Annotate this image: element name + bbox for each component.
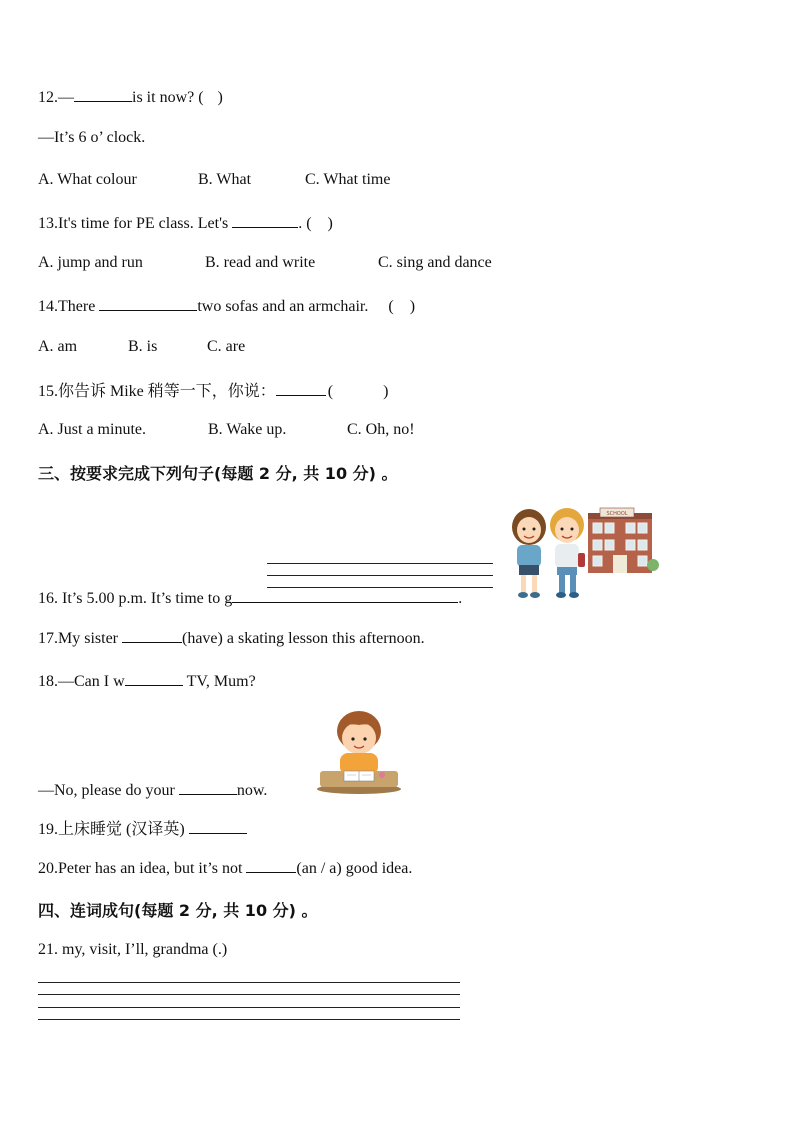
q15-option-a[interactable]: A. Just a minute. <box>38 421 146 438</box>
q21-writing-line[interactable] <box>38 1019 460 1020</box>
kids-school-illustration <box>505 503 660 603</box>
q17-stem: 17.My sister (have) a skating lesson this afternoon. <box>38 630 425 647</box>
section-3-title: 三、按要求完成下列句子(每题 2 分, 共 10 分) 。 <box>38 464 398 483</box>
q13-option-a[interactable]: A. jump and run <box>38 254 143 271</box>
q15-stem: 15.你告诉 Mike 稍等一下，你说： ( ) <box>38 383 389 400</box>
q14-option-c[interactable]: C. are <box>207 338 246 355</box>
q12-option-c[interactable]: C. What time <box>305 171 391 188</box>
section-4-title: 四、连词成句(每题 2 分, 共 10 分) 。 <box>38 901 318 920</box>
q21-stem: 21. my, visit, I’ll, grandma (.) <box>38 941 228 958</box>
q13-stem: 13.It's time for PE class. Let's . ( ) <box>38 215 333 232</box>
q14-blank[interactable] <box>99 296 197 311</box>
q14-stem: 14.There two sofas and an armchair. ( ) <box>38 298 416 315</box>
q20-stem: 20.Peter has an idea, but it’s not (an / a) good idea. <box>38 860 413 877</box>
q12-option-a[interactable]: A. What colour <box>38 171 137 188</box>
q15-option-b[interactable]: B. Wake up. <box>208 421 287 438</box>
q13-option-c[interactable]: C. sing and dance <box>378 254 492 271</box>
q21-writing-line[interactable] <box>38 994 460 995</box>
q14-option-a[interactable]: A. am <box>38 338 78 355</box>
q18-blank-2[interactable] <box>179 780 237 795</box>
q15-option-c[interactable]: C. Oh, no! <box>347 421 415 438</box>
q13-option-b[interactable]: B. read and write <box>205 254 316 271</box>
q12-blank[interactable] <box>74 87 132 102</box>
q18-blank-1[interactable] <box>125 671 183 686</box>
q15-blank[interactable] <box>276 381 326 396</box>
q14-option-b[interactable]: B. is <box>128 338 158 355</box>
q16-writing-line[interactable] <box>267 563 493 564</box>
q13-blank[interactable] <box>232 213 298 228</box>
q18-stem: 18.—Can I w TV, Mum? <box>38 673 256 690</box>
q17-blank[interactable] <box>122 628 182 643</box>
school-sign-text: SCHOOL <box>606 511 628 517</box>
q16-blank[interactable] <box>232 588 458 603</box>
q20-blank[interactable] <box>246 858 296 873</box>
q12-number: 12.— <box>38 89 74 106</box>
q16-writing-line[interactable] <box>267 575 493 576</box>
q16-stem: 16. It’s 5.00 p.m. It’s time to g . <box>38 590 463 607</box>
q12-answer: —It’s 6 o’ clock. <box>38 129 146 146</box>
q21-writing-line[interactable] <box>38 1007 460 1008</box>
boy-homework-illustration <box>316 705 402 795</box>
q12-option-b[interactable]: B. What <box>198 171 252 188</box>
q19-stem: 19.上床睡觉 (汉译英) <box>38 816 247 839</box>
q19-blank[interactable] <box>189 819 247 834</box>
q18-reply: —No, please do your now. <box>38 782 268 799</box>
q12-stem: 12.— is it now? ( ) <box>38 89 223 106</box>
q21-writing-line[interactable] <box>38 982 460 983</box>
